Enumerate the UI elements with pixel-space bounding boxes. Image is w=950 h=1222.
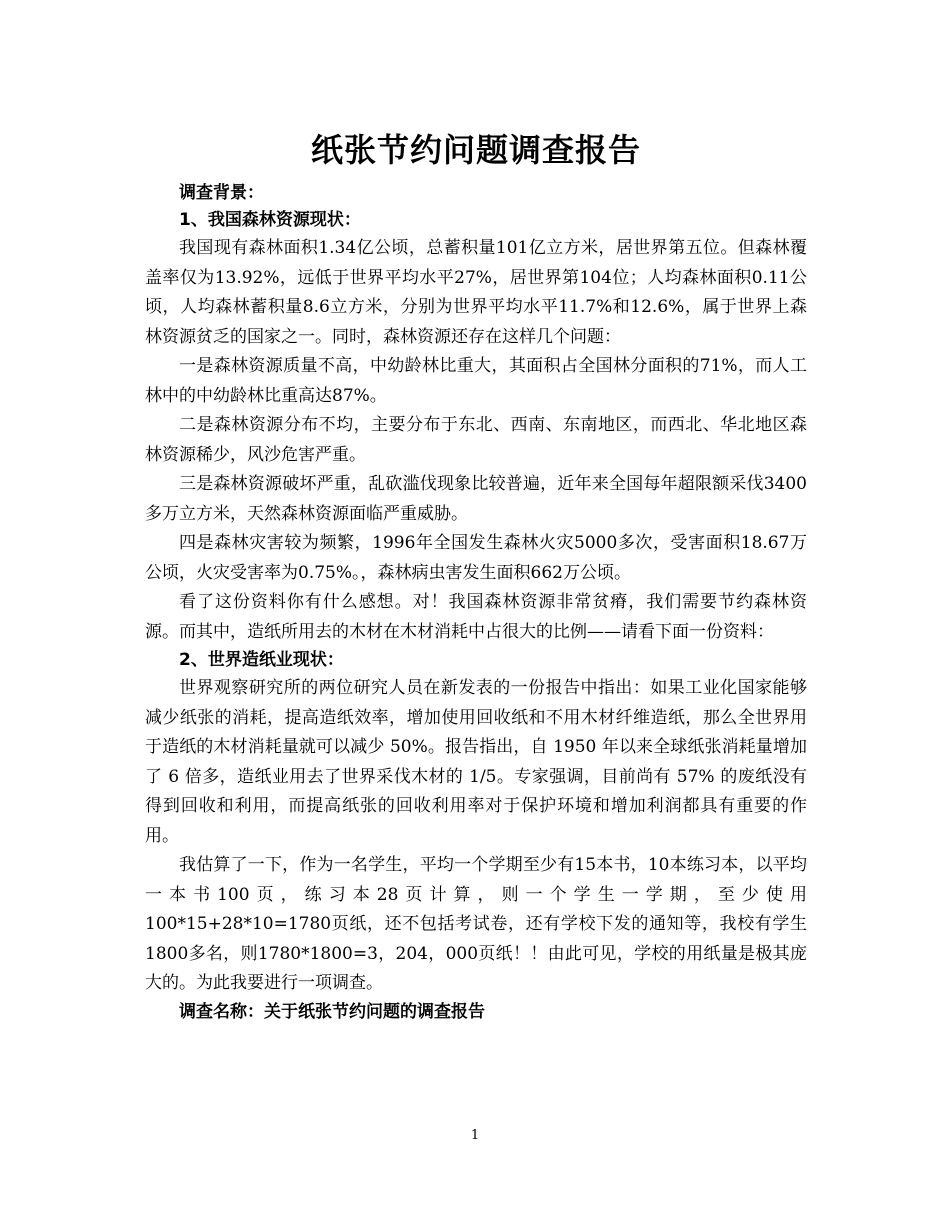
section-heading-forest: 1、我国森林资源现状：	[179, 210, 361, 230]
background-heading: 调查背景：	[179, 183, 264, 203]
paragraph-problem-quality: 一是森林资源质量不高，中幼龄林比重大，其面积占全国林分面积的71%，而人工林中的中幼龄林比重高达87%。	[145, 356, 807, 406]
paragraph-forest-overview: 我国现有森林面积1.34亿公顷，总蓄积量101亿立方米，居世界第五位。但森林覆盖率仅为13.92%，远低于世界平均水平27%，居世界第104位；人均森林面积0.11公顷，人均森林蓄积量8.6立方米，分别为世界平均水平11.7%和12.6%，属于世界上森林资源贫乏的国家之一。同时，森林资源还存在这样几个问题：	[145, 238, 807, 347]
paragraph-problem-disasters: 四是森林灾害较为频繁，1996年全国发生森林火灾5000多次，受害面积18.67万公顷，火灾受害率为0.75%。，森林病虫害发生面积662万公顷。	[145, 533, 807, 583]
page-number: 1	[470, 1128, 480, 1143]
paragraph-reflection: 看了这份资料你有什么感想。对！我国森林资源非常贫瘠，我们需要节约森林资源。而其中，造纸所用去的木材在木材消耗中占很大的比例——请看下面一份资料：	[145, 592, 807, 642]
paragraph-problem-destruction: 三是森林资源破坏严重，乱砍滥伐现象比较普遍，近年来全国每年超限额采伐3400多万立方米，天然森林资源面临严重威胁。	[145, 474, 807, 524]
paragraph-school-estimate: 我估算了一下，作为一名学生，平均一个学期至少有15本书，10本练习本，以平均一本书100页，练习本28页计算，则一个学生一学期，至少使用100*15+28*10=1780页纸，还不包括考试卷，还有学校下发的通知等，我校有学生1800多名，则1780*1800=3，204，000页纸！！由此可见，学校的用纸量是极其庞大的。为此我要进行一项调查。	[145, 855, 807, 993]
paragraph-worldwatch-report: 世界观察研究所的两位研究人员在新发表的一份报告中指出：如果工业化国家能够减少纸张的消耗，提高造纸效率，增加使用回收纸和不用木材纤维造纸，那么全世界用于造纸的木材消耗量就可以减少 50%。报告指出，自 1950 年以来全球纸张消耗量增加了 6 倍多，造纸业用去了世界采伐木材的 1/5。专家强调，目前尚有 57% 的废纸没有得到回收和利用，而提高纸张的回收利用率对于保护环境和增加利润都具有重要的作用。	[145, 678, 807, 846]
paragraph-problem-distribution: 二是森林资源分布不均，主要分布于东北、西南、东南地区，而西北、华北地区森林资源稀少，风沙危害严重。	[145, 415, 807, 465]
section-heading-paper-industry: 2、世界造纸业现状：	[179, 650, 344, 670]
document-title: 纸张节约问题调查报告	[310, 131, 641, 169]
document-body	[145, 128, 807, 1026]
survey-name: 调查名称：关于纸张节约问题的调查报告	[179, 1001, 485, 1022]
